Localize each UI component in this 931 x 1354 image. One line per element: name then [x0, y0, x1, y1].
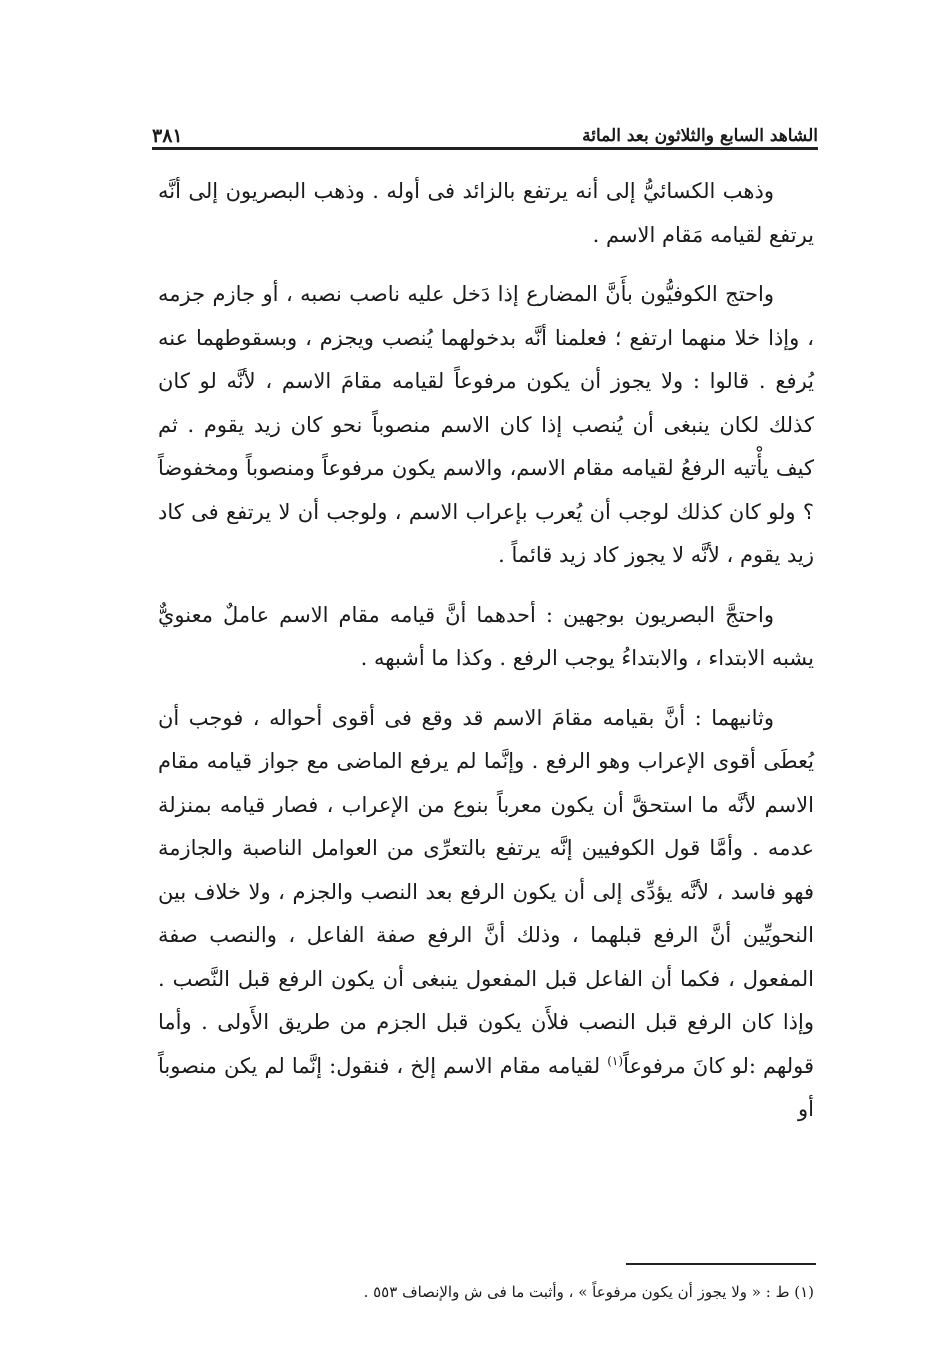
paragraph-second-reason-tail: لقيامه مقام الاسم إلخ ، فنقول: إنَّما لم يكن منصوباً أو — [158, 1053, 814, 1121]
main-text — [158, 170, 814, 1132]
footnote-rule — [626, 1263, 816, 1265]
page-number: ٣٨١ — [152, 125, 183, 147]
paragraph-kufan-argument: واحتج الكوفيُّون بأَنَّ المضارع إذا دَخل عليه ناصب نصبه ، أو جازم جزمه ، وإذا خلا منهما ارتفع ؛ فعلمنا أنَّه بدخولهما يُنصب ويجزم ، وبسقوطهما عنه يُرفع . قالوا : ولا يجوز أن يكون مرفوعاً لقيامه مقامَ الاسم ، لأنَّه لو كان كذلك لكان ينبغى أن يُنصب إذا كان الاسم منصوباً نحو كان زيد يقوم . ثم كيف يأْتيه الرفعُ لقيامه مقام الاسم، والاسم يكون مرفوعاً ومنصوباً ومخفوضاً ؟ ولو كان كذلك لوجب أن يُعرب بإعراب الاسم ، ولوجب أن لا يرتفع فى كاد زيد يقوم ، لأنَّه لا يجوز كاد زيد قائماً . — [158, 282, 815, 567]
page-header — [152, 103, 818, 147]
running-title: الشاهد السابع والثلاثون بعد المائة — [582, 126, 818, 146]
paragraph-second-reason-text: وثانيهما : أنَّ بقيامه مقامَ الاسم قد وقع فى أقوى أحواله ، فوجب أن يُعطَى أقوى الإعراب وهو الرفع . وإنَّما لم يرفع الماضى مع جواز قيامه مقام الاسم لأنَّه ما استحقَّ أن يكون معرباً بنوع من الإعراب ، فصار قيامه بمنزلة عدمه . وأمَّا قول الكوفيين إنَّه يرتفع بالتعرِّى من العوامل الناصبة والجازمة فهو فاسد ، لأنَّه يؤدِّى إلى أن يكون الرفع بعد النصب والجزم ، ولا خلاف بين النحويِّين أنَّ الرفع قبلهما ، وذلك أنَّ الرفع صفة الفاعل ، والنصب صفة المفعول ، فكما أن الفاعل قبل المفعول ينبغى أن يكون الرفع قبل النَّصب . وإذا كان الرفع قبل النصب فلأَن يكون قبل الجزم من طريق الأَولى . وأما قولهم :لو كانَ مرفوعاً — [158, 705, 814, 1078]
footnote-reference: (١) — [607, 1053, 624, 1068]
footnote: (١) ط : « ولا يجوز أن يكون مرفوعاً » ، وأثبت ما فى ش والإنصاف ٥٥٣ . — [363, 1283, 814, 1301]
paragraph-kisai: وذهب الكسائيُّ إلى أنه يرتفع بالزائد فى أوله . وذهب البصريون إلى أنَّه يرتفع لقيامه مَقام الاسم . — [158, 179, 814, 247]
paragraph-second-reason — [158, 697, 814, 1132]
header-rule — [152, 147, 818, 150]
paragraph-basran-argument: واحتجَّ البصريون بوجهين : أحدهما أنَّ قيامه مقام الاسم عاملٌ معنويٌّ يشبه الابتداء ، والابتداءُ يوجب الرفع . وكذا ما أشبهه . — [158, 602, 814, 670]
